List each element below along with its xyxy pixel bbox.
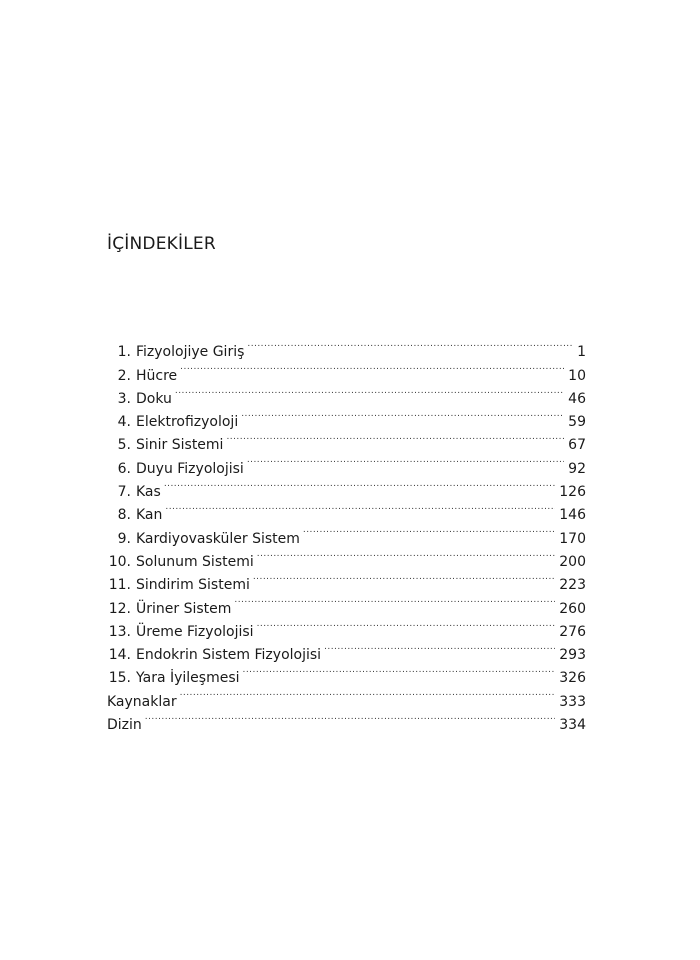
page-title: İÇİNDEKİLER [107, 234, 216, 254]
toc-entry-page: 67 [568, 437, 586, 454]
toc-entry-number: 12. [108, 600, 131, 617]
toc-entry-title: Yara İyileşmesi [136, 670, 240, 687]
toc-entry-number: 13. [108, 623, 131, 640]
dot-leader [180, 356, 564, 379]
toc-entry-number: 7. [117, 484, 131, 501]
toc-entry[interactable] [107, 519, 586, 547]
toc-entry-page: 1 [577, 344, 586, 361]
toc-entry-number: 5. [117, 437, 131, 454]
toc-entry-title: Kaynaklar [107, 693, 177, 710]
toc-entry-number: 15. [108, 670, 131, 687]
dot-leader [180, 682, 556, 705]
toc-entry[interactable] [107, 403, 586, 431]
toc-entry-title: Üreme Fizyolojisi [136, 623, 254, 640]
dot-leader [257, 543, 556, 566]
toc-entry-title: Solunum Sistemi [136, 553, 254, 570]
toc-entry-page: 10 [568, 367, 586, 384]
dot-leader [226, 426, 564, 449]
toc-entry-number: 3. [117, 390, 131, 407]
toc-entry-number: 14. [108, 647, 131, 664]
toc-entry-number: 11. [108, 577, 131, 594]
toc-entry-number: 6. [117, 460, 131, 477]
toc-entry-number: 8. [117, 507, 131, 524]
toc-entry-number: 2. [117, 367, 131, 384]
toc-entry[interactable] [107, 473, 586, 501]
dot-leader [145, 706, 555, 729]
toc-entry-title: Sinir Sistemi [136, 437, 224, 454]
toc-entry-title: Hücre [136, 367, 178, 384]
toc-entry-page: 223 [559, 577, 586, 594]
toc-entry-page: 92 [568, 460, 586, 477]
toc-entry-number: 4. [117, 414, 131, 431]
toc-entry-page: 260 [559, 600, 586, 617]
dot-leader [175, 380, 564, 403]
dot-leader [247, 333, 573, 356]
toc-entry-number: 10. [108, 553, 131, 570]
dot-leader [165, 496, 555, 519]
dot-leader [247, 449, 564, 472]
toc-entry-title: Üriner Sistem [136, 600, 232, 617]
dot-leader [241, 403, 564, 426]
toc-entry[interactable] [107, 333, 586, 361]
toc-entry-title: Sindirim Sistemi [136, 577, 250, 594]
toc-entry-page: 59 [568, 414, 586, 431]
toc-entry-page: 333 [559, 693, 586, 710]
toc-entry-title: Duyu Fizyolojisi [136, 460, 244, 477]
table-of-contents [107, 333, 586, 734]
toc-entry-page: 126 [559, 484, 586, 501]
toc-entry-title: Elektrofizyoloji [136, 414, 239, 431]
toc-entry-number: 1. [117, 344, 131, 361]
dot-leader [303, 519, 555, 542]
toc-entry-page: 170 [559, 530, 586, 547]
toc-entry-title: Dizin [107, 717, 142, 734]
dot-leader [164, 473, 555, 496]
toc-entry-title: Kas [136, 484, 161, 501]
toc-entry-page: 276 [559, 623, 586, 640]
dot-leader [324, 636, 555, 659]
toc-entry-title: Doku [136, 390, 172, 407]
toc-entry[interactable] [107, 496, 586, 524]
toc-entry-page: 334 [559, 717, 586, 734]
toc-entry-title: Kardiyovasküler Sistem [136, 530, 300, 547]
dot-leader [257, 613, 556, 636]
dot-leader [253, 566, 555, 589]
dot-leader [243, 659, 556, 682]
toc-entry-page: 293 [559, 647, 586, 664]
toc-entry-page: 146 [559, 507, 586, 524]
toc-entry-page: 326 [559, 670, 586, 687]
toc-entry-number: 9. [117, 530, 131, 547]
toc-entry-title: Endokrin Sistem Fizyolojisi [136, 647, 322, 664]
toc-entry-title: Kan [136, 507, 163, 524]
toc-entry-title: Fizyolojiye Giriş [136, 344, 245, 361]
toc-entry-index[interactable] [107, 706, 586, 734]
dot-leader [234, 589, 555, 612]
toc-entry[interactable] [107, 380, 586, 407]
toc-entry-page: 46 [568, 390, 586, 407]
toc-entry-page: 200 [559, 553, 586, 570]
toc-entry-references[interactable] [107, 682, 586, 710]
